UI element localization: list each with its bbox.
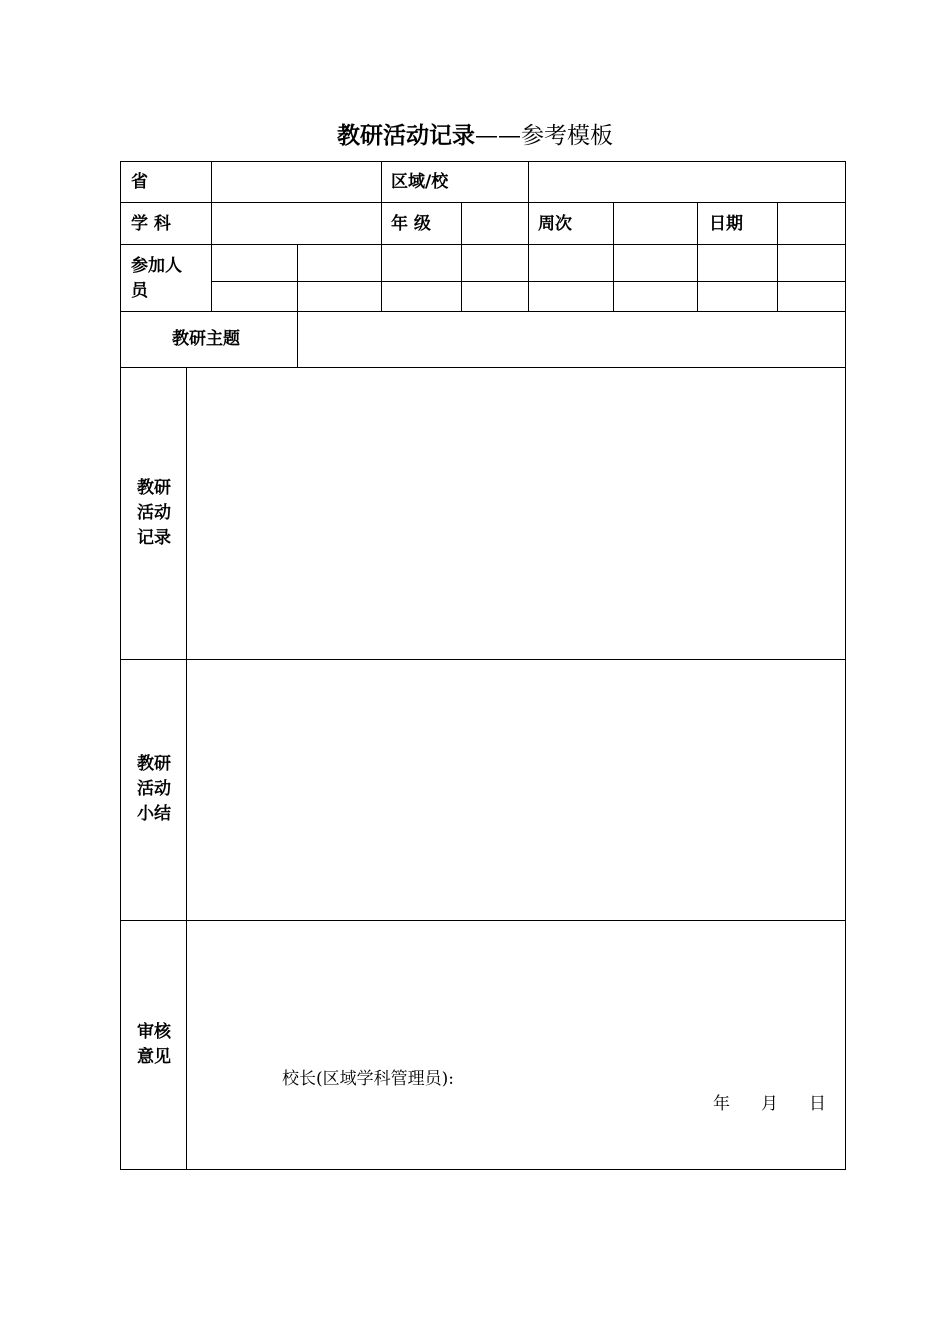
summary-label-line: 教研 [137, 754, 171, 774]
summary-label-line: 活动 [137, 779, 171, 799]
record-label-line: 教研 [137, 478, 171, 498]
sign-year-label: 年 [713, 1094, 730, 1114]
review-section-label [134, 1020, 174, 1070]
review-label-line: 审核 [137, 1022, 171, 1042]
grade-field[interactable] [462, 203, 528, 244]
title-suffix: ——参考模板 [475, 123, 613, 149]
table-border-right [845, 161, 846, 1170]
record-content-area[interactable] [187, 368, 845, 659]
table-border-bottom [120, 1169, 846, 1170]
subject-field[interactable] [212, 203, 381, 244]
week-label: 周次 [538, 214, 572, 234]
table-border-left [120, 161, 121, 1170]
topic-field[interactable] [298, 312, 845, 367]
table-rule [697, 202, 698, 244]
record-label-line: 活动 [137, 503, 171, 523]
participants-label-line2: 员 [131, 281, 148, 301]
region-school-field[interactable] [529, 162, 845, 202]
table-rule [381, 161, 382, 202]
summary-content-area[interactable] [187, 660, 845, 920]
table-rule [528, 202, 529, 244]
topic-label: 教研主题 [172, 329, 240, 349]
record-section-label [134, 476, 174, 551]
principal-signature-label: 校长(区域学科管理员): [282, 1069, 454, 1089]
province-label: 省 [131, 172, 148, 192]
region-school-label: 区域/校 [391, 172, 449, 192]
date-field[interactable] [778, 203, 845, 244]
review-content-area[interactable] [187, 921, 845, 1169]
sign-day-label: 日 [809, 1094, 826, 1114]
date-label: 日期 [709, 214, 743, 234]
province-field[interactable] [212, 162, 381, 202]
table-rule [381, 202, 382, 244]
participants-grid[interactable] [212, 245, 845, 311]
participants-label-line1: 参加人 [131, 256, 182, 276]
subject-label: 学 科 [131, 214, 171, 234]
summary-section-label [134, 752, 174, 827]
record-label-line: 记录 [137, 528, 171, 548]
sign-month-label: 月 [761, 1094, 778, 1114]
review-label-line: 意见 [137, 1047, 171, 1067]
week-field[interactable] [614, 203, 697, 244]
grade-label: 年 级 [391, 214, 431, 234]
title-main: 教研活动记录 [337, 123, 475, 149]
summary-label-line: 小结 [137, 804, 171, 824]
